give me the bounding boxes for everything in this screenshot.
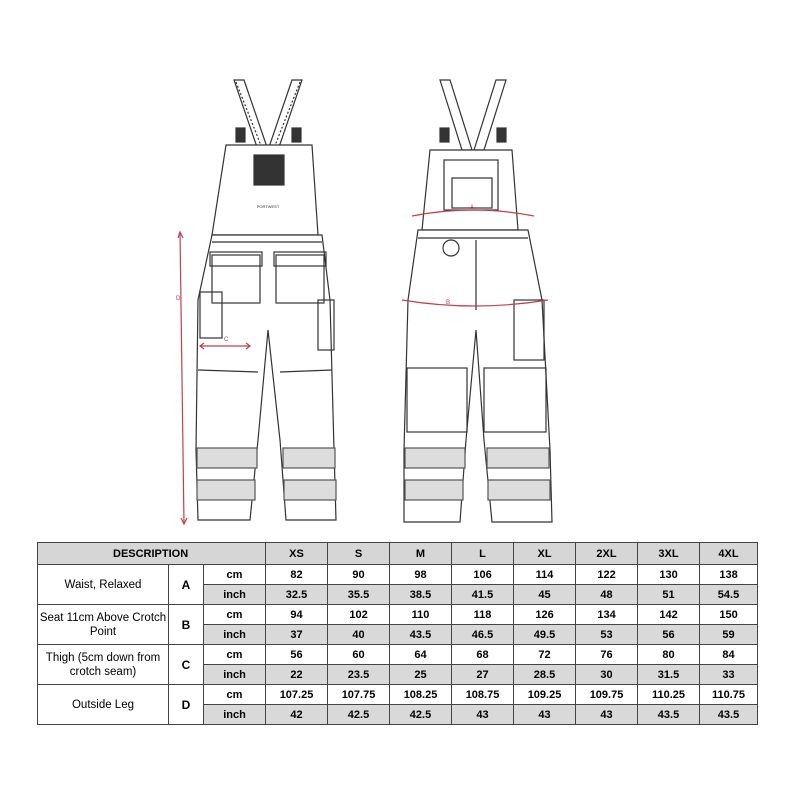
measurement-code: A: [169, 565, 204, 605]
cell-value: 31.5: [638, 665, 700, 685]
cell-value: 64: [390, 645, 452, 665]
cell-value: 142: [638, 605, 700, 625]
cell-value: 80: [638, 645, 700, 665]
cell-value: 41.5: [452, 585, 514, 605]
cell-value: 82: [266, 565, 328, 585]
cell-value: 40: [328, 625, 390, 645]
cell-value: 42.5: [328, 705, 390, 725]
size-header: M: [390, 543, 452, 565]
measure-label-a: A: [470, 205, 475, 211]
cell-value: 43.5: [390, 625, 452, 645]
cell-value: 98: [390, 565, 452, 585]
cell-value: 107.25: [266, 685, 328, 705]
cell-value: 43.5: [638, 705, 700, 725]
cell-value: 108.75: [452, 685, 514, 705]
cell-value: 37: [266, 625, 328, 645]
cell-value: 46.5: [452, 625, 514, 645]
cell-value: 109.75: [576, 685, 638, 705]
table-row: [38, 685, 758, 705]
brand-mark: PORTWEST: [256, 204, 280, 209]
unit-label: inch: [204, 625, 266, 645]
cell-value: 110: [390, 605, 452, 625]
cell-value: 38.5: [390, 585, 452, 605]
cell-value: 90: [328, 565, 390, 585]
cell-value: 32.5: [266, 585, 328, 605]
size-header: 4XL: [700, 543, 758, 565]
cell-value: 28.5: [514, 665, 576, 685]
description-header: DESCRIPTION: [38, 543, 266, 565]
cell-value: 68: [452, 645, 514, 665]
size-header: 3XL: [638, 543, 700, 565]
cell-value: 43: [514, 705, 576, 725]
cell-value: 51: [638, 585, 700, 605]
cell-value: 30: [576, 665, 638, 685]
cell-value: 59: [700, 625, 758, 645]
size-header: 2XL: [576, 543, 638, 565]
cell-value: 130: [638, 565, 700, 585]
cell-value: 122: [576, 565, 638, 585]
unit-label: cm: [204, 645, 266, 665]
cell-value: 53: [576, 625, 638, 645]
cell-value: 134: [576, 605, 638, 625]
measure-label-d: D: [176, 296, 181, 302]
cell-value: 22: [266, 665, 328, 685]
unit-label: cm: [204, 605, 266, 625]
size-header: L: [452, 543, 514, 565]
cell-value: 42: [266, 705, 328, 725]
cell-value: 150: [700, 605, 758, 625]
size-header: S: [328, 543, 390, 565]
cell-value: 110.25: [638, 685, 700, 705]
size-header: XS: [266, 543, 328, 565]
cell-value: 27: [452, 665, 514, 685]
cell-value: 109.25: [514, 685, 576, 705]
cell-value: 118: [452, 605, 514, 625]
measurement-label: Seat 11cm Above Crotch Point: [38, 605, 169, 645]
unit-label: cm: [204, 685, 266, 705]
unit-label: inch: [204, 665, 266, 685]
measurement-code: C: [169, 645, 204, 685]
cell-value: 43.5: [700, 705, 758, 725]
cell-value: 42.5: [390, 705, 452, 725]
cell-value: 23.5: [328, 665, 390, 685]
unit-label: cm: [204, 565, 266, 585]
cell-value: 33: [700, 665, 758, 685]
size-header: XL: [514, 543, 576, 565]
table-row: [38, 565, 758, 585]
unit-label: inch: [204, 705, 266, 725]
size-header-row: [38, 543, 758, 565]
cell-value: 110.75: [700, 685, 758, 705]
overalls-back-view: [196, 80, 336, 520]
table-row: [38, 605, 758, 625]
cell-value: 76: [576, 645, 638, 665]
cell-value: 60: [328, 645, 390, 665]
measure-label-c: C: [224, 337, 229, 343]
cell-value: 49.5: [514, 625, 576, 645]
cell-value: 106: [452, 565, 514, 585]
cell-value: 84: [700, 645, 758, 665]
cell-value: 54.5: [700, 585, 758, 605]
overalls-front-view: [404, 80, 552, 522]
cell-value: 35.5: [328, 585, 390, 605]
measure-label-b: B: [446, 300, 451, 306]
cell-value: 94: [266, 605, 328, 625]
measurement-code: B: [169, 605, 204, 645]
cell-value: 107.75: [328, 685, 390, 705]
measurement-label: Thigh (5cm down from crotch seam): [38, 645, 169, 685]
cell-value: 138: [700, 565, 758, 585]
unit-label: inch: [204, 585, 266, 605]
measurement-code: D: [169, 685, 204, 725]
cell-value: 114: [514, 565, 576, 585]
table-row: [38, 645, 758, 665]
size-chart-table: [37, 542, 758, 725]
cell-value: 43: [576, 705, 638, 725]
cell-value: 108.25: [390, 685, 452, 705]
cell-value: 126: [514, 605, 576, 625]
cell-value: 102: [328, 605, 390, 625]
cell-value: 43: [452, 705, 514, 725]
measurement-label: Waist, Relaxed: [38, 565, 169, 605]
cell-value: 25: [390, 665, 452, 685]
outside-leg-measure: [180, 232, 184, 524]
measurement-label: Outside Leg: [38, 685, 169, 725]
cell-value: 56: [638, 625, 700, 645]
cell-value: 48: [576, 585, 638, 605]
cell-value: 56: [266, 645, 328, 665]
cell-value: 72: [514, 645, 576, 665]
cell-value: 45: [514, 585, 576, 605]
